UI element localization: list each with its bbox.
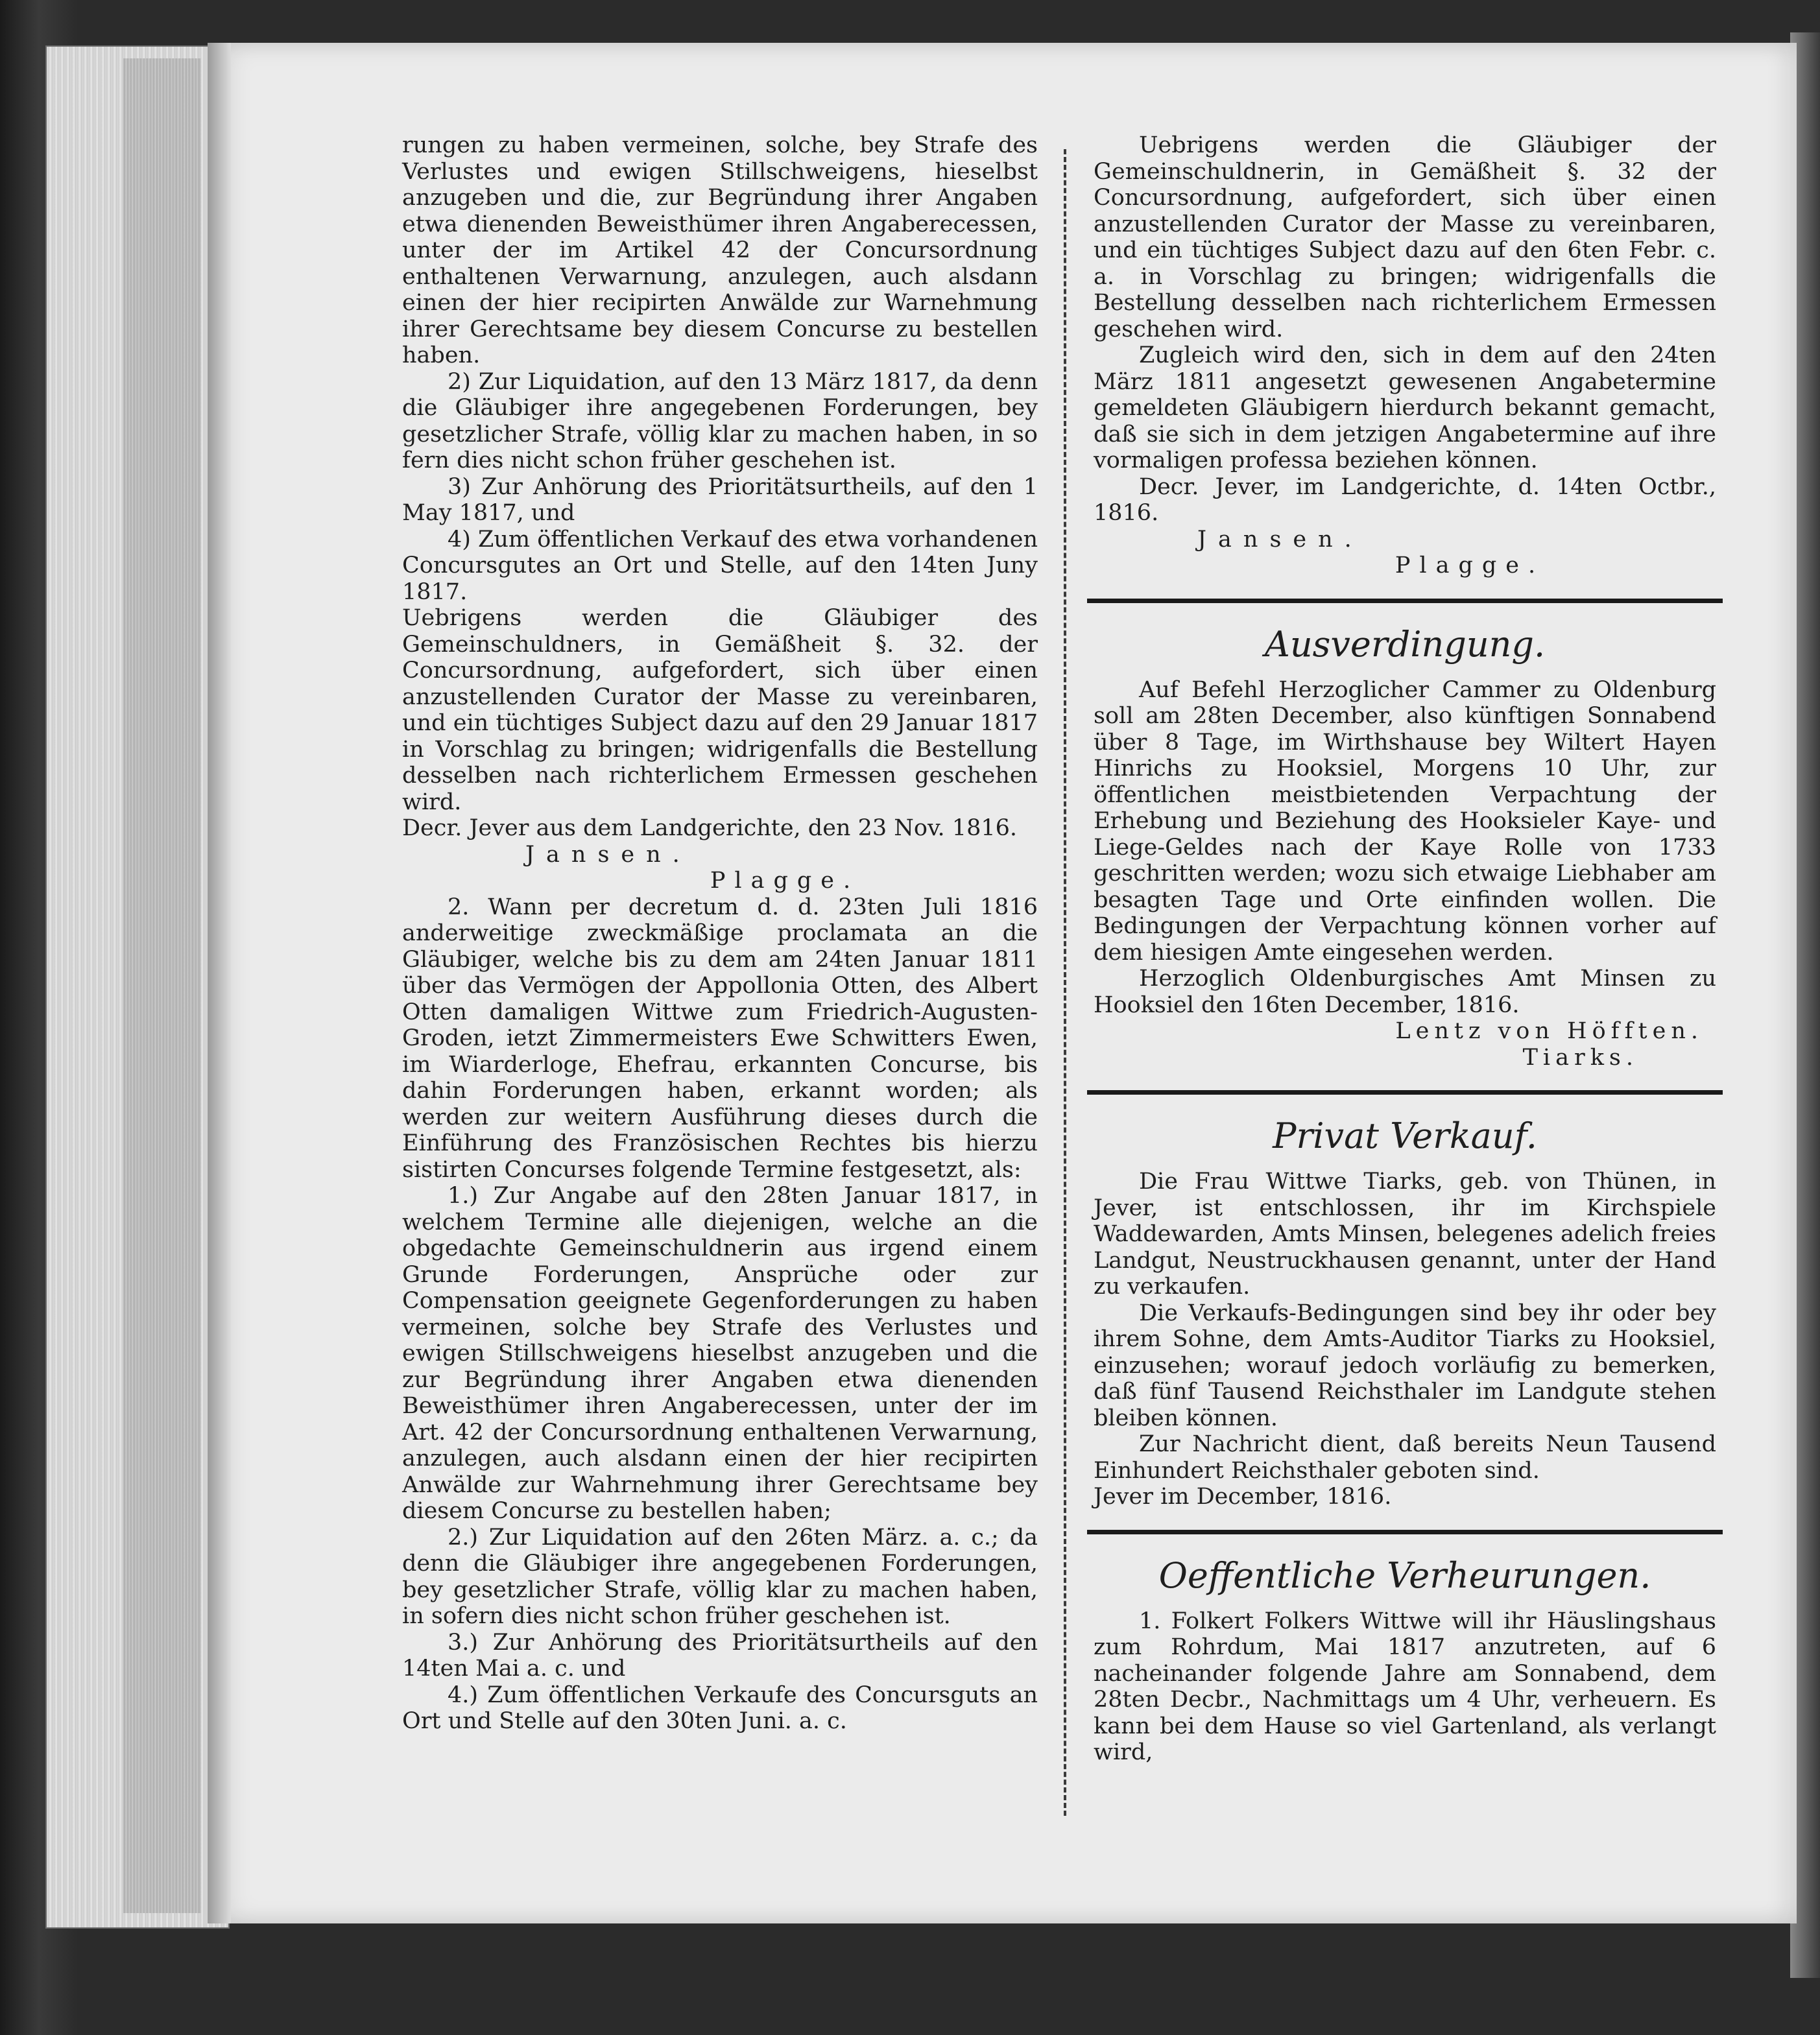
gutter-shadow <box>208 43 231 1923</box>
left-paragraph-9: 3.) Zur Anhörung des Prioritätsurtheils auf den 14ten Mai a. c. und <box>402 1629 1038 1682</box>
left-paragraph-2: 2) Zur Liquidation, auf den 13 März 1817, da denn die Gläubiger ihre angegebenen Forderungen, bey gesetzlicher Strafe, völlig klar zu machen haben, in so fern dies nicht schon früher geschehen ist. <box>402 368 1038 473</box>
left-paragraph-10: 4.) Zum öffentlichen Verkaufe des Concursguts an Ort und Stelle auf den 30ten Juni. a. c. <box>402 1682 1038 1734</box>
section-rule <box>1087 599 1723 603</box>
left-paragraph-1: rungen zu haben vermeinen, solche, bey Strafe des Verlustes und ewigen Stillschweigens, hieselbst anzugeben und die, zur Begründung ihrer Angaben etwa dienenden Beweisthümer ihren Angaberecessen, unter der im Artikel 42 der Concursordnung enthaltenen Verwarnung, anzulegen, auch alsdann einen der hier recipirten Anwälde zur Warnehmung ihrer Gerechtsame bey diesem Concurse zu bestellen haben. <box>402 132 1038 368</box>
left-paragraph-6: 2. Wann per decretum d. d. 23ten Juli 1816 anderweitige zweckmäßige proclamata an die Gläubiger, welche bis zu dem am 24ten Januar 1811 über das Vermögen der Appollonia Otten, des Albert Otten damaligen Wittwe zum Friedrich-Augusten-Groden, ietzt Zimmermeisters Ewe Schwitters Ewen, im Wiarderloge, Ehefrau, erkannten Concurse, bis dahin Forderungen haben, erkannt worden; als werden zur weitern Ausführung dieses durch die Einführung des Französischen Rechtes bis hierzu sistirten Concurses folgende Termine festgesetzt, als: <box>402 894 1038 1183</box>
right-paragraph-6: Die Verkaufs-Bedingungen sind bey ihr oder bey ihrem Sohne, dem Amts-Auditor Tiarks zu Hooksiel, einzusehen; worauf jedoch vorläufig zu bemerken, daß fünf Tausend Reichsthaler im Landgute stehen bleiben können. <box>1094 1300 1716 1431</box>
right-paragraph-8: 1. Folkert Folkers Wittwe will ihr Häuslingshaus zum Rohrdum, Mai 1817 anzutreten, auf 6 nacheinander folgende Jahre am Sonnabend, dem 28ten Decbr., Nachmittags um 4 Uhr, verheuern. Es kann bei dem Hause so viel Gartenland, als verlangt wird, <box>1094 1608 1716 1765</box>
left-paragraph-8: 2.) Zur Liquidation auf den 26ten März. a. c.; da denn die Gläubiger ihre angegebenen Forderungen, bey gesetzlicher Strafe, völlig klar zu machen haben, in sofern dies nicht schon früher geschehen ist. <box>402 1524 1038 1629</box>
left-paragraph-5: Uebrigens werden die Gläubiger des Gemeinschuldners, in Gemäßheit §. 32. der Concursordnung, aufgefordert, sich über einen anzustellenden Curator der Masse zu vereinbaren, und ein tüchtiges Subject dazu auf den 29 Januar 1817 in Vorschlag zu bringen; widrigenfalls die Bestellung desselben nach richterlichem Ermessen geschehen wird. <box>402 605 1038 815</box>
right-signature-plagge: Plagge. <box>1395 553 1545 578</box>
heading-privat-verkauf: Privat Verkauf. <box>1273 1115 1537 1156</box>
right-paragraph-1: Uebrigens werden die Gläubiger der Gemeinschuldnerin, in Gemäßheit §. 32 der Concursordnung, aufgefordert, sich über einen anzustellenden Curator der Masse zu vereinbaren, und ein tüchtiges Subject dazu auf den 6ten Febr. c. a. in Vorschlag zu bringen; widrigenfalls die Bestellung desselben nach richterlichem Ermessen geschehen wird. <box>1094 132 1716 342</box>
left-paragraph-7: 1.) Zur Angabe auf den 28ten Januar 1817, in welchem Termine alle diejenigen, welche an die obgedachte Gemeinschuldnerin aus irgend einem Grunde Forderungen, Ansprüche oder zur Compensation geeignete Gegenforderungen zu haben vermeinen, solche bey Strafe des Verlustes und ewigen Stillschweigens hieselbst anzugeben und die zur Begründung ihrer Angaben etwa dienenden Beweisthümer ihren Angaberecessen, unter der im Art. 42 der Concursordnung enthaltenen Verwarnung, anzulegen, auch alsdann einen der hier recipirten Anwälde zur Wahrnehmung ihrer Gerechtsame bey diesem Concurse zu bestellen haben; <box>402 1183 1038 1524</box>
right-paragraph-7: Zur Nachricht dient, daß bereits Neun Tausend Einhundert Reichsthaler geboten sind. <box>1094 1431 1716 1484</box>
right-paragraph-2: Zugleich wird den, sich in dem auf den 24ten März 1811 angesetzt gewesenen Angabetermine gemeldeten Gläubigern hierdurch bekannt gemacht, daß sie sich in dem jetzigen Angabetermine auf ihre vormaligen professa beziehen können. <box>1094 342 1716 473</box>
left-signature-plagge: Plagge. <box>710 868 860 894</box>
heading-ausverdingung: Ausverdingung. <box>1264 623 1546 665</box>
signature-tiarks: Tiarks. <box>1522 1044 1638 1071</box>
left-decree-line: Decr. Jever aus dem Landgerichte, den 23 Nov. 1816. <box>402 815 1018 841</box>
place-date-line: Jever im December, 1816. <box>1094 1484 1392 1510</box>
column-divider <box>1064 149 1066 1816</box>
section-rule <box>1087 1090 1723 1095</box>
section-rule <box>1087 1530 1723 1534</box>
left-column <box>402 132 1038 1735</box>
right-column <box>1094 132 1716 1766</box>
left-paragraph-4: 4) Zum öffentlichen Verkauf des etwa vorhandenen Concursgutes an Ort und Stelle, auf den 14ten Juny 1817. <box>402 526 1038 605</box>
right-paragraph-3: Auf Befehl Herzoglicher Cammer zu Oldenburg soll am 28ten December, also künftigen Sonnabend über 8 Tage, im Wirthshause bey Wiltert Hayen Hinrichs zu Hooksiel, Morgens 10 Uhr, zur öffentlichen meistbietenden Verpachtung der Erhebung und Beziehung des Hooksieler Kaye- und Liege-Geldes nach der Kaye Rolle von 1733 geschritten werden; wozu sich etwaige Liebhaber am besagten Tage und Orte einfinden wollen. Die Bedingungen der Verpachtung können vorher auf dem hiesigen Amte eingesehen werden. <box>1094 676 1716 966</box>
right-signature-jansen: Jansen. <box>1197 526 1363 553</box>
right-decree-line: Decr. Jever, im Landgerichte, d. 14ten Octbr., 1816. <box>1094 473 1716 526</box>
right-paragraph-5: Die Frau Wittwe Tiarks, geb. von Thünen, in Jever, ist entschlossen, ihr im Kirchspiele Waddewarden, Amts Minsen, belegenes adelich freies Landgut, Neustruckhausen genannt, unter der Hand zu verkaufen. <box>1094 1169 1716 1300</box>
heading-oeffentliche-verheurungen: Oeffentliche Verheurungen. <box>1158 1554 1651 1596</box>
left-signature-jansen: Jansen. <box>525 841 691 868</box>
book-page-edges-shadow <box>123 58 201 1913</box>
signature-lentz-von-hoefften: Lentz von Höfften. <box>1395 1018 1703 1044</box>
left-paragraph-3: 3) Zur Anhörung des Prioritätsurtheils, auf den 1 May 1817, und <box>402 473 1038 526</box>
right-paragraph-4: Herzoglich Oldenburgisches Amt Minsen zu Hooksiel den 16ten December, 1816. <box>1094 966 1716 1018</box>
